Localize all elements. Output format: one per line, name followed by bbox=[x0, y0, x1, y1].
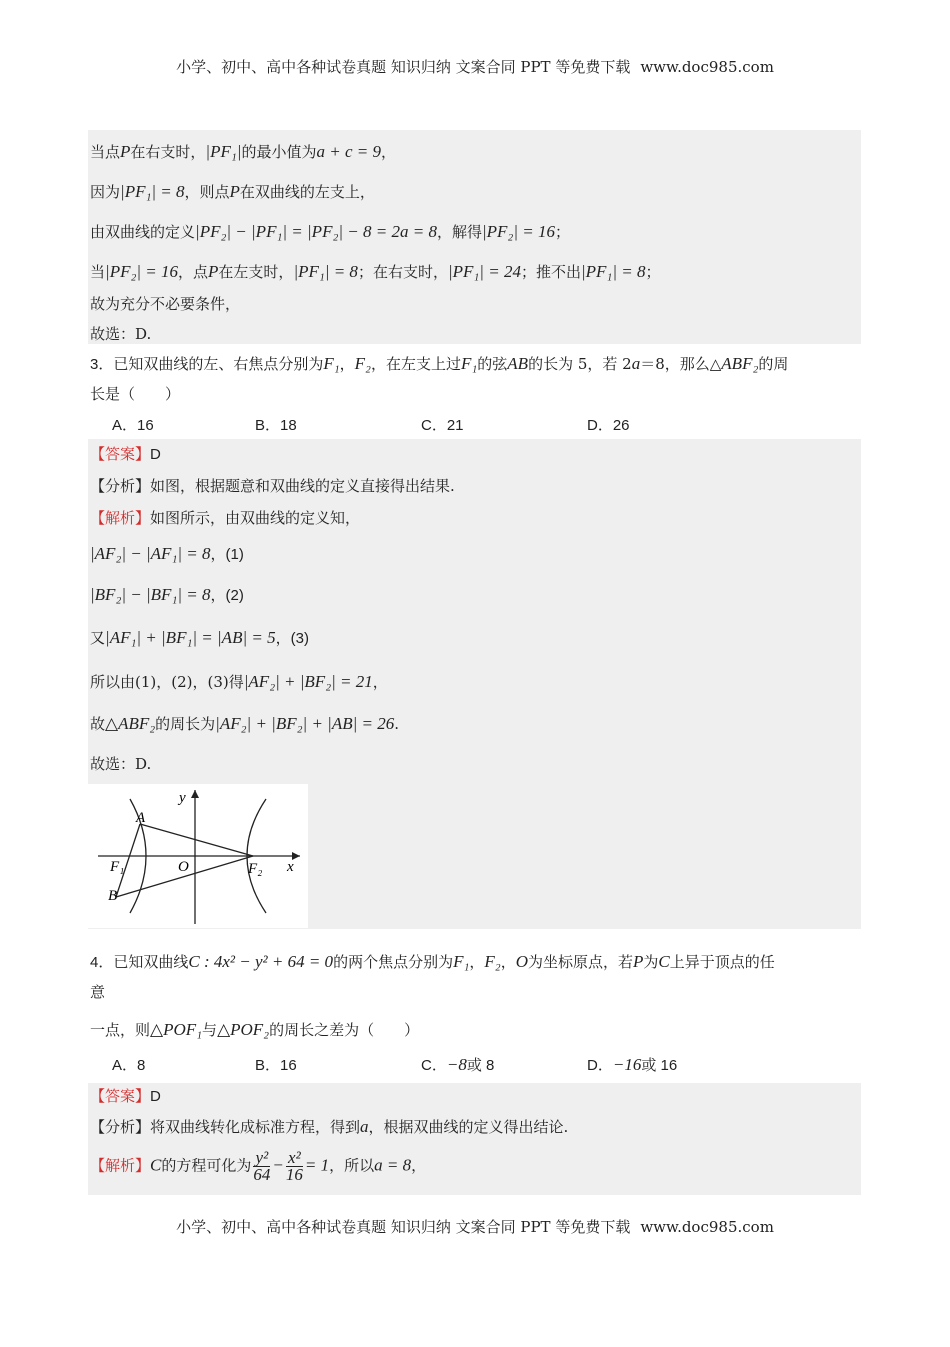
q4-option-a[interactable]: A．8 bbox=[112, 1057, 146, 1074]
q4-stem-line-1: 4．已知双曲线C : 4x² − y² + 64 = 0的两个焦点分别为F₁，F₂，O为坐标原点，若P为C上异于顶点的任 bbox=[90, 952, 775, 971]
q4-option-b[interactable]: B．16 bbox=[255, 1057, 297, 1074]
fraction-y2-64: $\frac{\text{y²}}{64}$ bbox=[253, 1148, 271, 1184]
label-f1: F₁ bbox=[110, 859, 125, 875]
q3-stem-line-2: 长是（ ） bbox=[90, 385, 181, 403]
q3-stem-line-1: 3．已知双曲线的左、右焦点分别为F₁，F₂，在左支上过F₁的弦AB的长为 5，若 2a＝8，那么△ABF₂的周 bbox=[90, 354, 789, 373]
fraction-x2-16: $\frac{\text{x²}}{16}$ bbox=[285, 1148, 303, 1184]
cont-line-3: 由双曲线的定义|PF₂| − |PF₁| = |PF₂| − 8 = 2a = 8，解得|PF₂| = 16； bbox=[90, 222, 570, 241]
q3-option-b[interactable]: B．18 bbox=[255, 417, 297, 434]
q3-option-d[interactable]: D．26 bbox=[587, 417, 630, 434]
answer-tag: 【答案】 bbox=[90, 445, 151, 463]
cont-line-6: 故选：D. bbox=[90, 325, 152, 343]
cont-line-2: 因为|PF₁| = 8，则点P在双曲线的左支上， bbox=[90, 182, 375, 201]
hyperbola-figure bbox=[88, 784, 308, 928]
cont-line-1: 当点P在右支时，|PF₁|的最小值为a + c = 9， bbox=[90, 142, 396, 161]
page-header bbox=[0, 56, 950, 77]
analysis-tag: 【分析】 bbox=[90, 477, 151, 495]
header-url[interactable]: www.doc985.com bbox=[640, 58, 774, 76]
q3-eq-2: |BF₂| − |BF₁| = 8，(2) bbox=[90, 585, 244, 604]
q3-option-a[interactable]: A．16 bbox=[112, 417, 154, 434]
cont-line-4: 当|PF₂| = 16，点P在左支时，|PF₁| = 8；在右支时，|PF₁| = 24；推不出|PF₁| = 8； bbox=[90, 262, 661, 281]
q4-solution: 【解析】C的方程可化为 $\frac{\text{y²}}{64}$ − $\frac{\text{x²}}{16}$ = 1，所以a = 8， bbox=[90, 1148, 427, 1184]
q3-solution-intro: 【解析】如图所示，由双曲线的定义知， bbox=[90, 509, 361, 527]
page-footer bbox=[0, 1216, 950, 1237]
header-text: 小学、初中、高中各种试卷真题 知识归纳 文案合同 PPT 等免费下载 bbox=[176, 58, 631, 76]
label-b: B bbox=[108, 888, 118, 904]
q3-eq-1: |AF₂| − |AF₁| = 8，(1) bbox=[90, 544, 244, 563]
footer-url[interactable]: www.doc985.com bbox=[640, 1218, 774, 1236]
analysis-tag: 【分析】 bbox=[90, 1118, 151, 1136]
cont-line-5: 故为充分不必要条件， bbox=[90, 295, 241, 313]
solution-tag: 【解析】 bbox=[90, 1156, 151, 1175]
q4-option-c[interactable]: C．−8或 8 bbox=[421, 1055, 495, 1074]
q3-eq-4: 所以由(1)，(2)，(3)得|AF₂| + |BF₂| = 21， bbox=[90, 672, 388, 691]
answer-tag: 【答案】 bbox=[90, 1087, 151, 1105]
q4-answer: 【答案】D bbox=[90, 1087, 161, 1105]
q3-eq-3: 又|AF₁| + |BF₁| = |AB| = 5，(3) bbox=[90, 628, 309, 647]
q4-stem-line-3: 一点，则△POF₁与△POF₂的周长之差为（ ） bbox=[90, 1020, 420, 1039]
footer-text: 小学、初中、高中各种试卷真题 知识归纳 文案合同 PPT 等免费下载 bbox=[176, 1218, 631, 1236]
solution-tag: 【解析】 bbox=[90, 509, 151, 527]
label-x: x bbox=[287, 859, 294, 875]
label-f2: F₂ bbox=[248, 861, 263, 877]
q3-option-c[interactable]: C．21 bbox=[421, 417, 464, 434]
label-o: O bbox=[178, 859, 189, 875]
label-a: A bbox=[136, 810, 146, 826]
q4-option-d[interactable]: D．−16或 16 bbox=[587, 1055, 678, 1074]
q3-eq-5: 故△ABF₂的周长为|AF₂| + |BF₂| + |AB| = 26. bbox=[90, 714, 400, 733]
q3-answer: 【答案】D bbox=[90, 445, 161, 463]
q4-stem-line-2: 意 bbox=[90, 983, 106, 1001]
q3-analysis: 【分析】如图，根据题意和双曲线的定义直接得出结果. bbox=[90, 477, 455, 495]
label-y: y bbox=[179, 790, 186, 806]
q3-choose: 故选：D. bbox=[90, 755, 152, 773]
q4-analysis: 【分析】将双曲线转化成标准方程，得到a，根据双曲线的定义得出结论. bbox=[90, 1117, 569, 1136]
